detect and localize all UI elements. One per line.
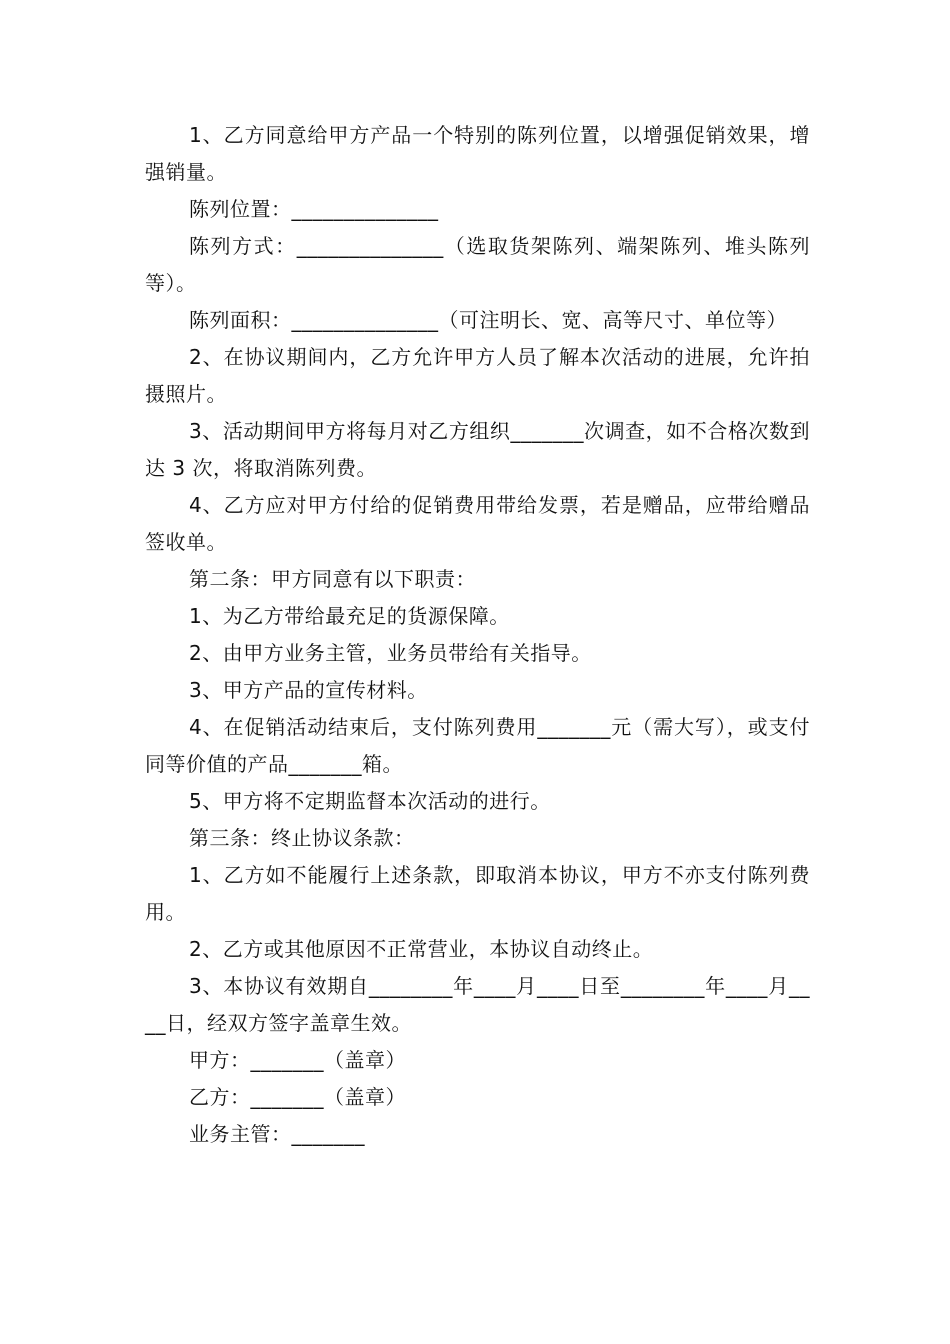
party-a-duty-1: 1、为乙方带给最充足的货源保障。 — [189, 604, 510, 628]
party-a-duty-3: 3、甲方产品的宣传材料。 — [189, 678, 428, 702]
party-b-signature-line: 乙方：_______（盖章） — [189, 1085, 406, 1109]
article-2-heading: 第二条：甲方同意有以下职责： — [189, 567, 476, 591]
display-area-field: 陈列面积：______________（可注明长、宽、高等尺寸、单位等） — [189, 308, 787, 332]
business-manager-signature-line: 业务主管：_______ — [189, 1122, 365, 1146]
party-a-duty-4: 4、在促销活动结束后，支付陈列费用_______元（需大写），或支付同等价值的产品_______箱。 — [145, 715, 810, 776]
display-location-field: 陈列位置：______________ — [189, 197, 439, 221]
clause-3-inspections: 3、活动期间甲方将每月对乙方组织_______次调查，如不合格次数到达 3 次，将取消陈列费。 — [145, 419, 810, 480]
termination-clause-1: 1、乙方如不能履行上述条款，即取消本协议，甲方不亦支付陈列费用。 — [145, 863, 810, 924]
party-a-duty-5: 5、甲方将不定期监督本次活动的进行。 — [189, 789, 551, 813]
party-a-signature-line: 甲方：_______（盖章） — [189, 1048, 406, 1072]
article-3-heading: 第三条：终止协议条款： — [189, 826, 415, 850]
termination-clause-3-validity: 3、本协议有效期自________年____月____日至________年____月____日，经双方签字盖章生效。 — [145, 974, 810, 1035]
document-body — [145, 117, 810, 1153]
party-a-duty-2: 2、由甲方业务主管，业务员带给有关指导。 — [189, 641, 592, 665]
clause-4-invoice: 4、乙方应对甲方付给的促销费用带给发票，若是赠品，应带给赠品签收单。 — [145, 493, 810, 554]
display-method-field: 陈列方式：______________（选取货架陈列、端架陈列、堆头陈列等）。 — [145, 234, 810, 295]
termination-clause-2: 2、乙方或其他原因不正常营业，本协议自动终止。 — [189, 937, 654, 961]
clause-2-progress-access: 2、在协议期间内，乙方允许甲方人员了解本次活动的进展，允许拍摄照片。 — [145, 345, 810, 406]
clause-1-display-position: 1、乙方同意给甲方产品一个特别的陈列位置，以增强促销效果，增强销量。 — [145, 123, 810, 184]
